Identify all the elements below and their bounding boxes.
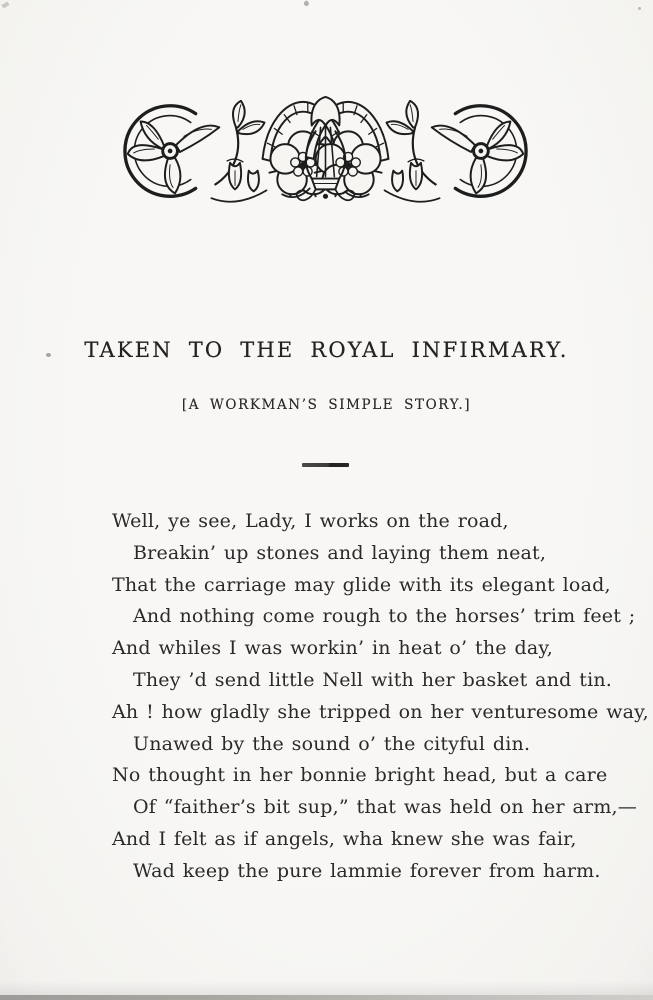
page-subtitle: [A WORKMAN’S SIMPLE STORY.] xyxy=(181,397,472,413)
poem-line: Unawed by the sound o’ the cityful din. xyxy=(133,732,531,755)
poem-line: And nothing come rough to the horses’ trim feet ; xyxy=(133,605,636,628)
poem-line: They ’d send little Nell with her basket and tin. xyxy=(133,668,613,691)
poem-line: No thought in her bonnie bright head, but a care xyxy=(112,764,608,787)
section-divider-rule xyxy=(302,463,349,467)
floral-headpiece-ornament xyxy=(118,92,533,212)
poem-line: And whiles I was workin’ in heat o’ the day, xyxy=(112,637,554,660)
dust-speck xyxy=(638,7,641,10)
floral-engraving-icon xyxy=(118,92,533,212)
dust-speck xyxy=(46,353,51,357)
poem-line: And I felt as if angels, wha knew she was fair, xyxy=(112,827,577,850)
scan-bottom-shadow xyxy=(0,981,653,995)
dust-speck xyxy=(303,0,310,7)
poem-line: Ah ! how gladly she tripped on her venturesome way, xyxy=(112,700,649,723)
dust-speck xyxy=(1,2,9,9)
scan-bottom-edge xyxy=(0,995,653,1000)
poem-line: That the carriage may glide with its elegant load, xyxy=(112,573,611,596)
poem-line: Of “faither’s bit sup,” that was held on her arm,— xyxy=(133,796,637,819)
poem-line: Wad keep the pure lammie forever from harm. xyxy=(133,859,601,882)
page-title: TAKEN TO THE ROYAL INFIRMARY. xyxy=(84,338,569,362)
poem-line: Well, ye see, Lady, I works on the road, xyxy=(112,510,509,532)
poem-line: Breakin’ up stones and laying them neat, xyxy=(133,541,547,564)
poem-body xyxy=(112,506,649,888)
